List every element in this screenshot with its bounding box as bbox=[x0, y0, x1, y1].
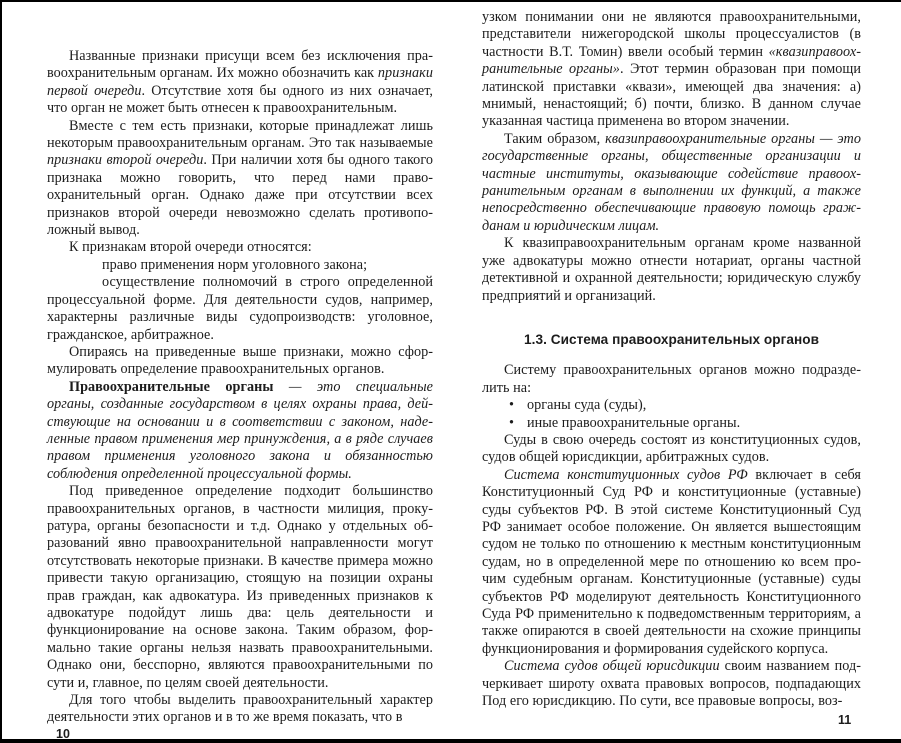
list-item bbox=[509, 415, 861, 432]
scan-border-bottom bbox=[0, 739, 901, 743]
text: . При наличии хотя бы одного такого признака можно говорить, что перед нами правоохранительный орган. Однако даже при отсутствии всех признаков второй очереди невозможно сделать противоположный вывод. bbox=[47, 152, 433, 239]
text: Таким образом, bbox=[504, 130, 606, 147]
paragraph: Для того чтобы выделить правоохранительный характер деятельности этих органов и в то же время показать, что в bbox=[47, 692, 433, 726]
text: органы суда (суды), bbox=[527, 397, 647, 414]
emphasis: «квазиправоохранительные органы» bbox=[482, 43, 861, 78]
definition-paragraph bbox=[47, 379, 433, 483]
bullet-icon: • bbox=[509, 397, 515, 414]
paragraph: Суды в свою очередь состоят из конституционных судов, судов общей юрисдикции, арбитражных судов. bbox=[482, 431, 861, 466]
paragraph bbox=[482, 658, 861, 710]
emphasis: признаки первой очереди bbox=[47, 65, 433, 99]
paragraph bbox=[482, 9, 861, 131]
paragraph: К квазиправоохранительным органам кроме названной уже адвокатуры можно отнести нотариат, органы частной детективной и охранной деятельности; юридическую службу предприятий и организаций. bbox=[482, 235, 861, 304]
page-number: 10 bbox=[56, 727, 70, 741]
text: включает в себя Конституционный Суд РФ и конституционные (уставные) суды субъектов РФ. В этой системе Конституционный Суд РФ занимает особое положение. Он является вышестоящим судом не только по отношению к местным конституционным судам, но в определенной мере по отношению ко всем прочим судебным органам. Конституционные (уставные) суды субъектов РФ моделируют деятельность Конституционного Суда РФ применительно к подведомственным территориям, а также опираются в своей деятельности на схожие принципы функционирования и формирования судейского корпуса. bbox=[482, 466, 861, 657]
paragraph bbox=[482, 467, 861, 658]
paragraph bbox=[47, 118, 433, 240]
bullet-list bbox=[482, 397, 861, 432]
emphasis: Система конституционных судов РФ bbox=[504, 466, 748, 483]
paragraph bbox=[47, 48, 433, 118]
definition-text: — это специальные органы, созданные государством в целях охраны права, действующие на основании и в соответствии с законом, наделенные правом применения мер принуждения, а в ряде случаев правом применения уголовного закона и обязанностью соблюдения определенной процессуальной формы. bbox=[47, 378, 433, 482]
text: узком понимании они не являются правоохранительными, представители нижегородской школы процессуалистов (в частности В.Т. Томин) ввели особый термин bbox=[482, 9, 861, 60]
defined-term: Правоохранительные органы bbox=[69, 378, 274, 395]
paragraph bbox=[482, 131, 861, 235]
left-page bbox=[2, 0, 450, 739]
paragraph: Опираясь на приведенные выше признаки, можно сформулировать определение правоохранительных органов. bbox=[47, 343, 433, 378]
list-item: право применения норм уголовного закона; bbox=[102, 256, 368, 273]
text: . Отсутствие хотя бы одного из них означает, что орган не может быть отнесен к правоохранительным. bbox=[47, 82, 433, 117]
left-page-text bbox=[47, 48, 433, 727]
section-title: 1.3. Система правоохранительных органов bbox=[524, 331, 819, 347]
emphasis: признаки второй очереди bbox=[47, 152, 204, 169]
right-page-text bbox=[482, 9, 861, 710]
bullet-icon: • bbox=[509, 414, 515, 431]
page-number: 11 bbox=[838, 713, 852, 727]
text: . Этот термин образован при помощи латинской приставки «квази», имеющей два значения: а) мнимый, ненастоящий; б) почти, близко. В данном случае указанная частица применена во втором значении. bbox=[482, 61, 862, 130]
emphasis: квазиправоохранительные органы — это государственные органы, общественные организации и частные институты, оказывающие содействие правоохранительным органам в выполнении их функций, а также непосредственно обеспечивающие правовую помощь гражданам и юридическим лицам. bbox=[482, 130, 861, 234]
paragraph: К признакам второй очереди относятся: bbox=[69, 239, 312, 256]
list-item: осуществление полномочий в строго определенной процессуальной форме. Для деятельности судов, например, характерны различные виды судопроизводств: уголовное, гражданское, арбитражное. bbox=[47, 274, 433, 343]
emphasis: Система судов общей юрисдикции bbox=[504, 658, 720, 675]
list-item bbox=[509, 397, 861, 414]
text: Названные признаки присущи всем без исключения правоохранительным органам. Их можно обозначить как bbox=[47, 48, 433, 82]
paragraph: Систему правоохранительных органов можно подразделить на: bbox=[482, 362, 861, 396]
text: своим названием подчеркивает широту охвата правовых вопросов, подпадающих Под его юрисдикцию. По сути, все правовые вопросы, воз- bbox=[482, 658, 861, 710]
paragraph: Под приведенное определение подходит большинство правоохранительных органов, в частности милиция, прокуратура, органы безопасности и т.д. Однако у отдельных образований явно правоохранительной направленности могут отсутствовать некоторые признаки. В качестве примера можно привести такую организацию, стоящую на позиции охраны прав граждан, как адвокатура. Из приведенных признаков к адвокатуре подойдут лишь два: цель деятельности и функционирование на основе закона. Таким образом, формально такие органы нельзя назвать правоохранительными. Однако они, бесспорно, являются правоохранительными по сути и, главное, по целям своей деятельности. bbox=[47, 483, 433, 691]
text: иные правоохранительные органы. bbox=[527, 414, 741, 431]
text: Вместе с тем есть признаки, которые принадлежат лишь некоторым правоохранительным органам. Это так называемые bbox=[47, 117, 433, 152]
right-page bbox=[450, 0, 901, 739]
